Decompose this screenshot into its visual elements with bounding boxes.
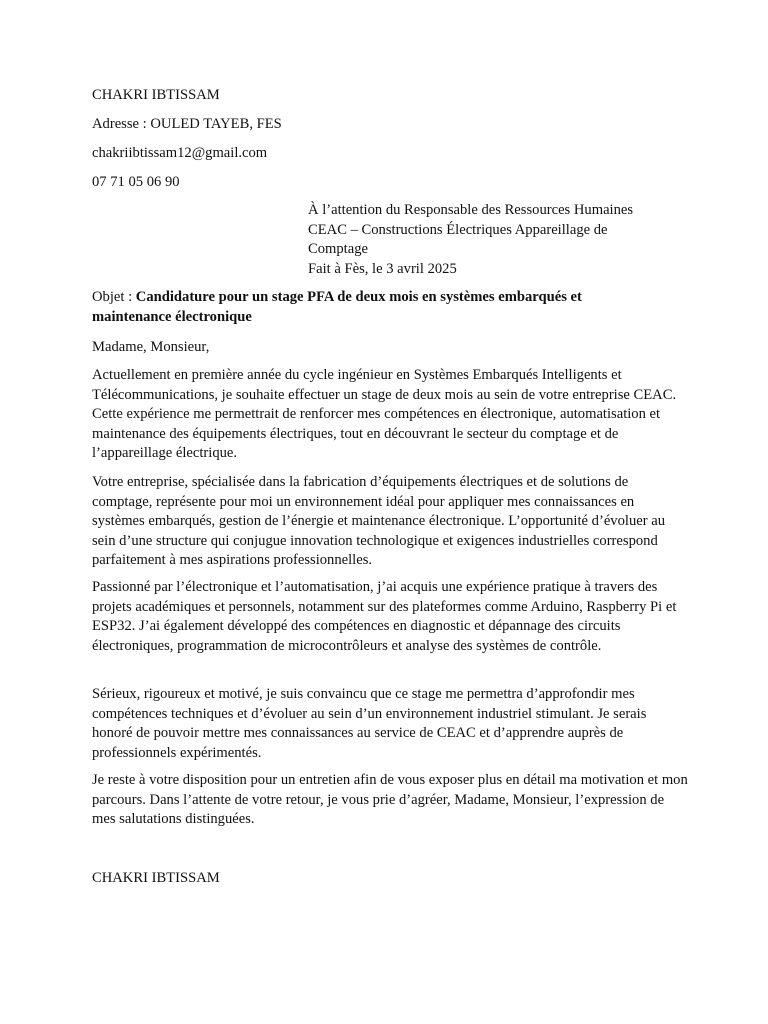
recipient-block: [308, 201, 688, 279]
signature: CHAKRI IBTISSAM: [92, 870, 220, 886]
recipient-line: Comptage: [308, 241, 368, 258]
recipient-line: CEAC – Constructions Électriques Appareillage de: [308, 221, 608, 238]
paragraph-text: Je reste à votre disposition pour un entretien afin de vous exposer plus en détail ma motivation et mon parcours. Dans l’attente de votre retour, je vous prie d’agréer, Madame, Monsieur, l’expression de mes salutations distinguées.: [92, 772, 688, 828]
subject-line: [92, 288, 652, 327]
paragraph: [92, 578, 690, 656]
paragraph-text: Votre entreprise, spécialisée dans la fabrication d’équipements électriques et de solutions de comptage, représente pour moi un environnement idéal pour appliquer mes connaissances en systèmes embarqués, gestion de l’énergie et maintenance électronique. L’opportunité d’évoluer au sein d’une structure qui conjugue innovation technologique et exigences industrielles correspond parfaitement à mes aspirations professionnelles.: [92, 474, 666, 569]
paragraph-text: Actuellement en première année du cycle ingénieur en Systèmes Embarqués Intelligents et Télécommunications, je souhaite effectuer un stage de deux mois au sein de votre entreprise CEAC. Cette expérience me permettrait de renforcer mes compétences en électronique, automatisation et maintenance des équipements électriques, tout en découvrant le secteur du comptage et de l’appareillage électrique.: [92, 367, 677, 462]
sender-phone: 07 71 05 06 90: [92, 174, 180, 190]
subject-label: Objet :: [92, 289, 136, 305]
paragraph: [92, 771, 690, 830]
paragraph: [92, 366, 690, 464]
sender-name: CHAKRI IBTISSAM: [92, 87, 220, 103]
paragraph-text: Sérieux, rigoureux et motivé, je suis convaincu que ce stage me permettra d’approfondir mes compétences techniques et d’évoluer au sein d’un environnement industriel stimulant. Je serais honoré de pouvoir mettre mes connaissances au service de CEAC et d’apprendre auprès de professionnels expérimentés.: [92, 686, 647, 761]
paragraph: [92, 685, 690, 763]
subject-text: Candidature pour un stage PFA de deux mois en systèmes embarqués et maintenance électronique: [92, 289, 582, 325]
recipient-line: À l’attention du Responsable des Ressources Humaines: [308, 202, 634, 218]
paragraph: [92, 473, 690, 571]
sender-email: chakriibtissam12@gmail.com: [92, 145, 268, 161]
salutation: Madame, Monsieur,: [92, 339, 210, 355]
paragraph-text: Passionné par l’électronique et l’automatisation, j’ai acquis une expérience pratique à travers des projets académiques et personnels, notamment sur des plateformes comme Arduino, Raspberry Pi et ESP32. J’ai également développé des compétences en diagnostic et dépannage des circuits électroniques, programmation de microcontrôleurs et analyse des systèmes de contrôle.: [92, 579, 677, 654]
date-line: Fait à Fès, le 3 avril 2025: [308, 260, 457, 277]
sender-address: Adresse : OULED TAYEB, FES: [92, 116, 282, 132]
